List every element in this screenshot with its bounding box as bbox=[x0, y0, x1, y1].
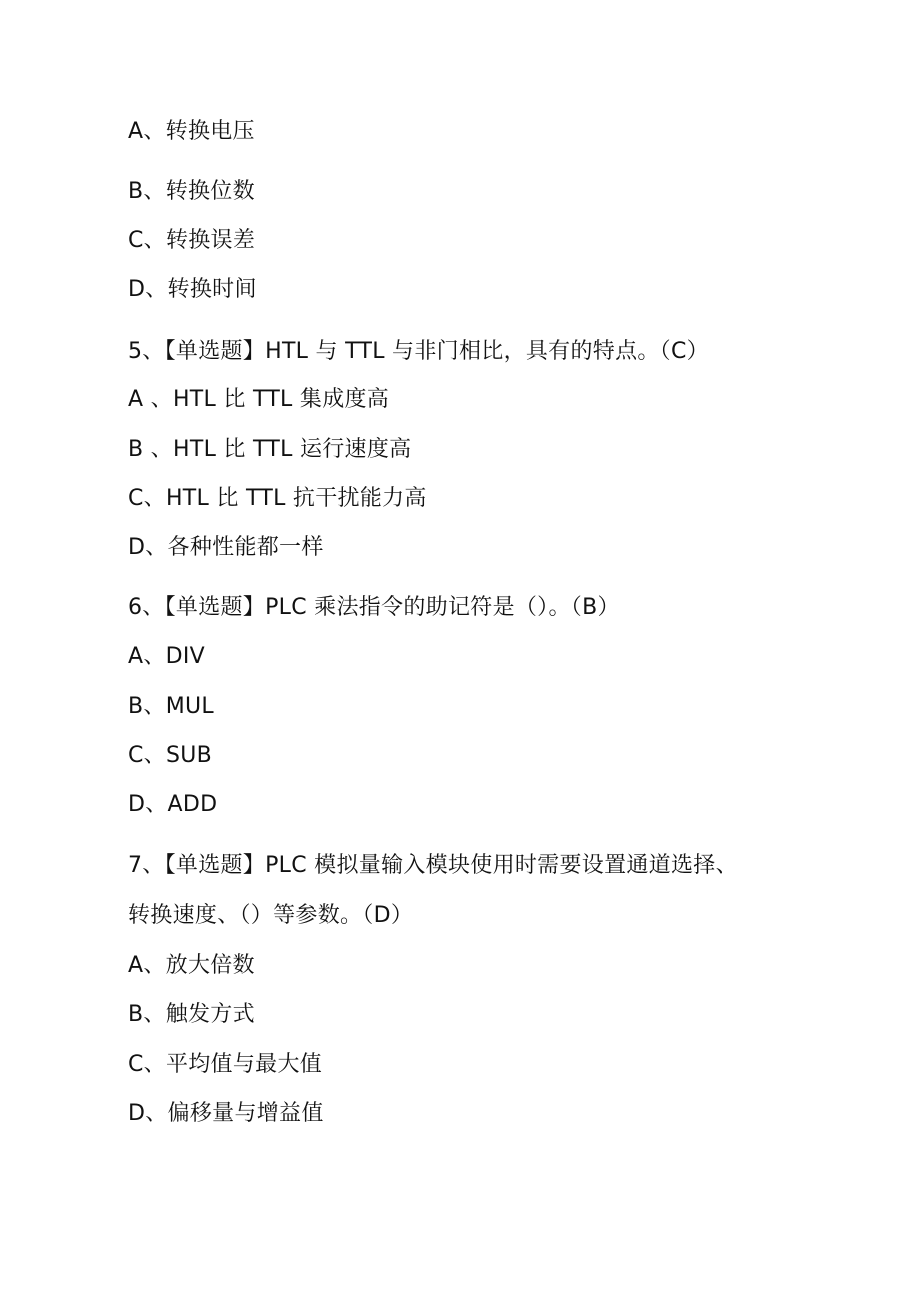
option-a-convert-voltage: A、转换电压 bbox=[128, 119, 255, 144]
q7-option-d: D、偏移量与增益值 bbox=[128, 1101, 324, 1126]
q7-option-a: A、放大倍数 bbox=[128, 953, 255, 978]
q5-option-b: B 、HTL 比 TTL 运行速度高 bbox=[128, 437, 412, 462]
q6-option-a: A、DIV bbox=[128, 644, 206, 669]
q6-option-c: C、SUB bbox=[128, 743, 213, 768]
q7-option-c: C、平均值与最大值 bbox=[128, 1052, 323, 1077]
q7-option-b: B、触发方式 bbox=[128, 1002, 255, 1027]
q6-option-d: D、ADD bbox=[128, 792, 218, 817]
option-d-convert-time: D、转换时间 bbox=[128, 277, 257, 302]
question-6: 6、【单选题】PLC 乘法指令的助记符是（）。（B） bbox=[128, 595, 620, 620]
q5-option-d: D、各种性能都一样 bbox=[128, 535, 324, 560]
question-5: 5、【单选题】HTL 与 TTL 与非门相比，具有的特点。（C） bbox=[128, 339, 709, 364]
q5-option-c: C、HTL 比 TTL 抗干扰能力高 bbox=[128, 486, 427, 511]
question-7-line-2: 转换速度、（）等参数。（D） bbox=[128, 903, 414, 928]
question-7-line-1: 7、【单选题】PLC 模拟量输入模块使用时需要设置通道选择、 bbox=[128, 853, 738, 878]
option-b-convert-bits: B、转换位数 bbox=[128, 179, 255, 204]
q5-option-a: A 、HTL 比 TTL 集成度高 bbox=[128, 387, 390, 412]
q6-option-b: B、MUL bbox=[128, 694, 214, 719]
option-c-convert-error: C、转换误差 bbox=[128, 228, 256, 253]
